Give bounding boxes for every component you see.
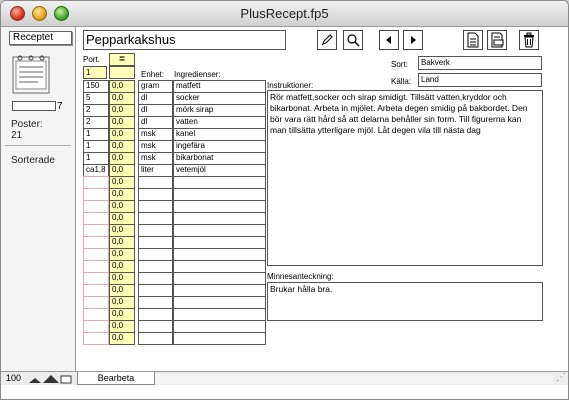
calc-cell[interactable]: 0,0	[109, 308, 135, 321]
unit-cell[interactable]: msk	[138, 140, 173, 153]
instructions-field[interactable]: Rör matfett,socker och sirap smidigt. Tillsätt vatten,kryddor och bikarbonat. Arbeta in mjölet. Arbeta degen smidig på bakbordet. Den bör vara rätt hård så att delarna behåller sin form. Till figurerna kan man tillsätta ytterligare mjöl. Låt degen vila till nästa dag	[267, 90, 543, 266]
portions-label: Port.	[83, 55, 100, 64]
ingredient-cell[interactable]: vatten	[173, 116, 266, 129]
horizontal-scrollbar[interactable]	[155, 374, 553, 384]
calc-cell[interactable]: 0,0	[109, 200, 135, 213]
zoom-level[interactable]: 100	[6, 373, 22, 383]
unit-cell[interactable]: dl	[138, 92, 173, 105]
zoom-controls-icon[interactable]	[27, 374, 73, 384]
record-layout	[77, 27, 568, 373]
ingredient-cell[interactable]: bikarbonat	[173, 152, 266, 165]
calc-cell[interactable]: 0,0	[109, 140, 135, 153]
unit-cell[interactable]: dl	[138, 104, 173, 117]
notes-label: Minnesanteckning:	[267, 272, 334, 281]
mode-popup[interactable]: Bearbeta	[77, 372, 155, 385]
document-icon[interactable]	[463, 30, 483, 50]
calc-cell[interactable]: 0,0	[109, 272, 135, 285]
window-title: PlusRecept.fp5	[240, 6, 329, 21]
trash-icon[interactable]	[519, 30, 539, 50]
calc-cell[interactable]: 0,0	[109, 116, 135, 129]
calc-cell[interactable]: 0,0	[109, 80, 135, 93]
amount-cell[interactable]: 2	[83, 104, 109, 117]
divider	[5, 145, 71, 146]
amount-cell[interactable]: 5	[83, 92, 109, 105]
calc-cell[interactable]: 0,0	[109, 212, 135, 225]
sort-label: Sort:	[391, 60, 408, 69]
calc-cell[interactable]: 0,0	[109, 248, 135, 261]
ingredient-cell[interactable]: matfett	[173, 80, 266, 93]
record-number: 7	[57, 101, 63, 112]
portions-field[interactable]: 1	[83, 66, 107, 79]
calc-cell[interactable]: 0,0	[109, 284, 135, 297]
calc-cell[interactable]: 0,0	[109, 152, 135, 165]
calc-cell[interactable]: 0,0	[109, 164, 135, 177]
recipe-name-field[interactable]: Pepparkakshus	[83, 30, 286, 50]
amount-cell[interactable]: 1	[83, 152, 109, 165]
arrow-right-icon[interactable]	[403, 30, 423, 50]
source-label: Källa:	[391, 77, 412, 86]
unit-cell[interactable]: dl	[138, 116, 173, 129]
unit-cell[interactable]: liter	[138, 164, 173, 177]
calc-cell[interactable]: 0,0	[109, 188, 135, 201]
calc-cell[interactable]: 0,0	[109, 332, 135, 345]
notes-field[interactable]: Brukar hålla bra.	[267, 282, 543, 321]
amount-cell[interactable]: 150	[83, 80, 109, 93]
amount-cell[interactable]: 1	[83, 128, 109, 141]
calc-cell[interactable]: 0,0	[109, 176, 135, 189]
layout-popup[interactable]: Receptet	[9, 31, 72, 45]
ingredient-cell[interactable]: kanel	[173, 128, 266, 141]
calc-cell[interactable]: 0,0	[109, 92, 135, 105]
calc-cell[interactable]: 0,0	[109, 260, 135, 273]
calc-cell[interactable]: 0,0	[109, 104, 135, 117]
sort-status: Sorterade	[11, 155, 55, 166]
instructions-label: Instruktioner:	[267, 81, 314, 90]
bottom-bar	[1, 371, 568, 385]
ingredient-cell[interactable]: vetemjöl	[173, 164, 266, 177]
resize-grip-icon[interactable]: ⋰	[556, 372, 566, 383]
calc-cell[interactable]: 0,0	[109, 128, 135, 141]
book-icon[interactable]	[10, 53, 52, 97]
ingredient-cell[interactable]	[173, 332, 266, 345]
unit-cell[interactable]: msk	[138, 128, 173, 141]
pencil-icon[interactable]	[317, 30, 337, 50]
arrow-left-icon[interactable]	[379, 30, 399, 50]
sort-field[interactable]: Bakverk	[418, 56, 542, 70]
unit-cell[interactable]: msk	[138, 152, 173, 165]
ingredient-cell[interactable]: socker	[173, 92, 266, 105]
print-icon[interactable]	[487, 30, 507, 50]
calc-cell[interactable]: 0,0	[109, 236, 135, 249]
portions-calc-field[interactable]	[109, 66, 135, 79]
equals-button[interactable]: =	[109, 53, 135, 66]
title-bar	[1, 1, 568, 27]
calc-cell[interactable]: 0,0	[109, 296, 135, 309]
magnifier-icon[interactable]	[343, 30, 363, 50]
amount-cell[interactable]: ca1,8	[83, 164, 109, 177]
status-area	[1, 27, 76, 383]
amount-cell[interactable]	[83, 332, 109, 345]
calc-cell[interactable]: 0,0	[109, 320, 135, 333]
ingredient-cell[interactable]: ingefära	[173, 140, 266, 153]
records-label: Poster:	[11, 119, 43, 130]
ingredients-header: Ingredienser:	[174, 70, 221, 79]
ingredient-cell[interactable]: mörk sirap	[173, 104, 266, 117]
record-slider[interactable]	[12, 101, 56, 111]
unit-cell[interactable]: gram	[138, 80, 173, 93]
records-count: 21	[11, 130, 23, 141]
amount-cell[interactable]: 1	[83, 140, 109, 153]
source-field[interactable]: Land	[418, 73, 542, 87]
amount-cell[interactable]: 2	[83, 116, 109, 129]
unit-cell[interactable]	[138, 332, 173, 345]
unit-header: Enhet:	[141, 70, 165, 79]
calc-cell[interactable]: 0,0	[109, 224, 135, 237]
